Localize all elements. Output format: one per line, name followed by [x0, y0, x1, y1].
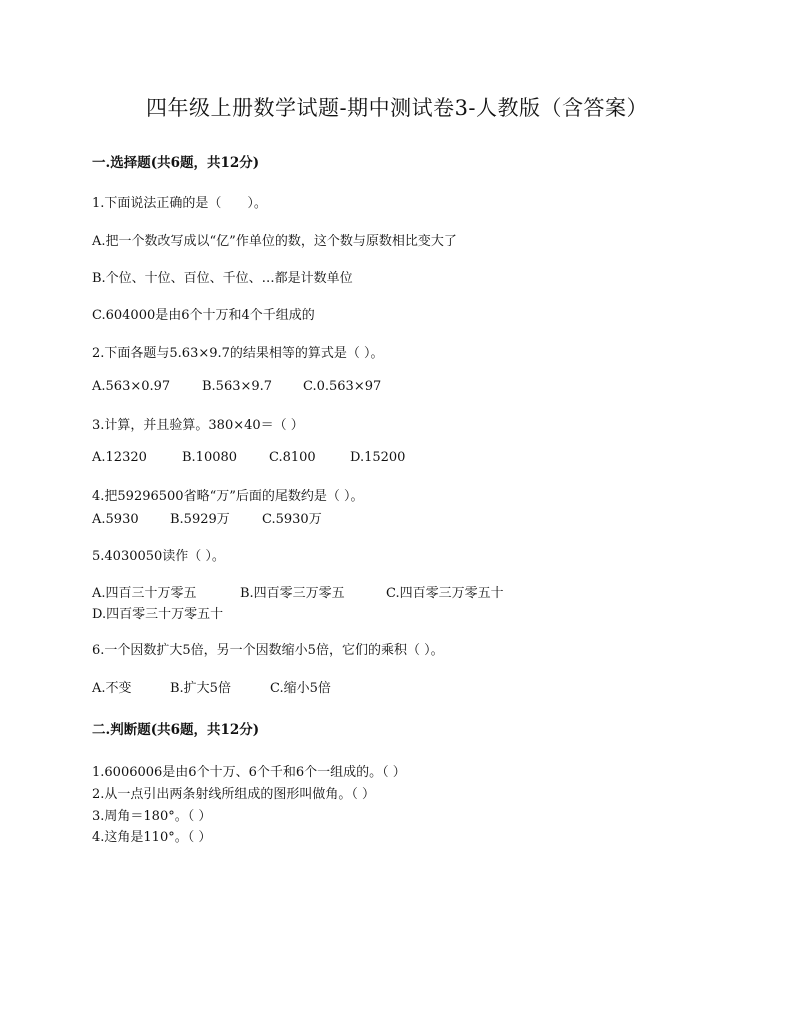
- option-a: A.把一个数改写成以“亿”作单位的数，这个数与原数相比变大了: [92, 234, 457, 249]
- option-b: B.扩大5倍: [170, 681, 231, 696]
- option-a: A.5930: [92, 512, 139, 527]
- option-c: C.5930万: [262, 512, 322, 527]
- option-a: A.不变: [92, 681, 132, 696]
- section-heading-judgment: 二.判断题(共6题，共12分): [92, 722, 260, 738]
- judgment-item: 3.周角＝180°。（ ）: [92, 809, 212, 824]
- question-stem: 4.把59296500省略“万”后面的尾数约是（ ）。: [92, 489, 364, 504]
- options-row: [92, 677, 331, 696]
- judgment-item: 2.从一点引出两条射线所组成的图形叫做角。（ ）: [92, 787, 376, 802]
- option-d: D.四百零三十万零五十: [92, 607, 224, 622]
- section-heading-choice: 一.选择题(共6题，共12分): [92, 155, 260, 171]
- options-row: [92, 450, 405, 465]
- question-stem: 1.下面说法正确的是（ ）。: [92, 196, 267, 211]
- option-c: C.缩小5倍: [270, 681, 331, 696]
- option-a: A.563×0.97: [92, 379, 171, 394]
- option-d: D.15200: [350, 450, 406, 465]
- option-b: B.10080: [182, 450, 238, 465]
- option-b: B.个位、十位、百位、千位、…都是计数单位: [92, 271, 353, 286]
- option-a: A.四百三十万零五: [92, 586, 197, 601]
- option-a: A.12320: [92, 450, 147, 465]
- question-stem: 6.一个因数扩大5倍，另一个因数缩小5倍，它们的乘积（ ）。: [92, 643, 444, 658]
- option-c: C.604000是由6个十万和4个千组成的: [92, 308, 315, 323]
- option-c: C.0.563×97: [303, 379, 382, 394]
- judgment-item: 4.这角是110°。（ ）: [92, 830, 212, 845]
- option-b: B.563×9.7: [202, 379, 273, 394]
- option-c: C.四百零三万零五十: [386, 586, 504, 601]
- question-stem: 3.计算，并且验算。380×40＝（ ）: [92, 418, 304, 433]
- option-c: C.8100: [269, 450, 316, 465]
- options-row: [92, 582, 504, 601]
- options-row: [92, 379, 381, 394]
- options-row: [92, 508, 322, 527]
- question-stem: 5.4030050读作（ ）。: [92, 549, 225, 564]
- judgment-item: 1.6006006是由6个十万、6个千和6个一组成的。（ ）: [92, 765, 406, 780]
- option-b: B.5929万: [170, 512, 230, 527]
- question-stem: 2.下面各题与5.63×9.7的结果相等的算式是（ ）。: [92, 346, 384, 361]
- page-title: 四年级上册数学试题-期中测试卷3-人教版（含答案）: [145, 96, 649, 120]
- option-b: B.四百零三万零五: [240, 586, 345, 601]
